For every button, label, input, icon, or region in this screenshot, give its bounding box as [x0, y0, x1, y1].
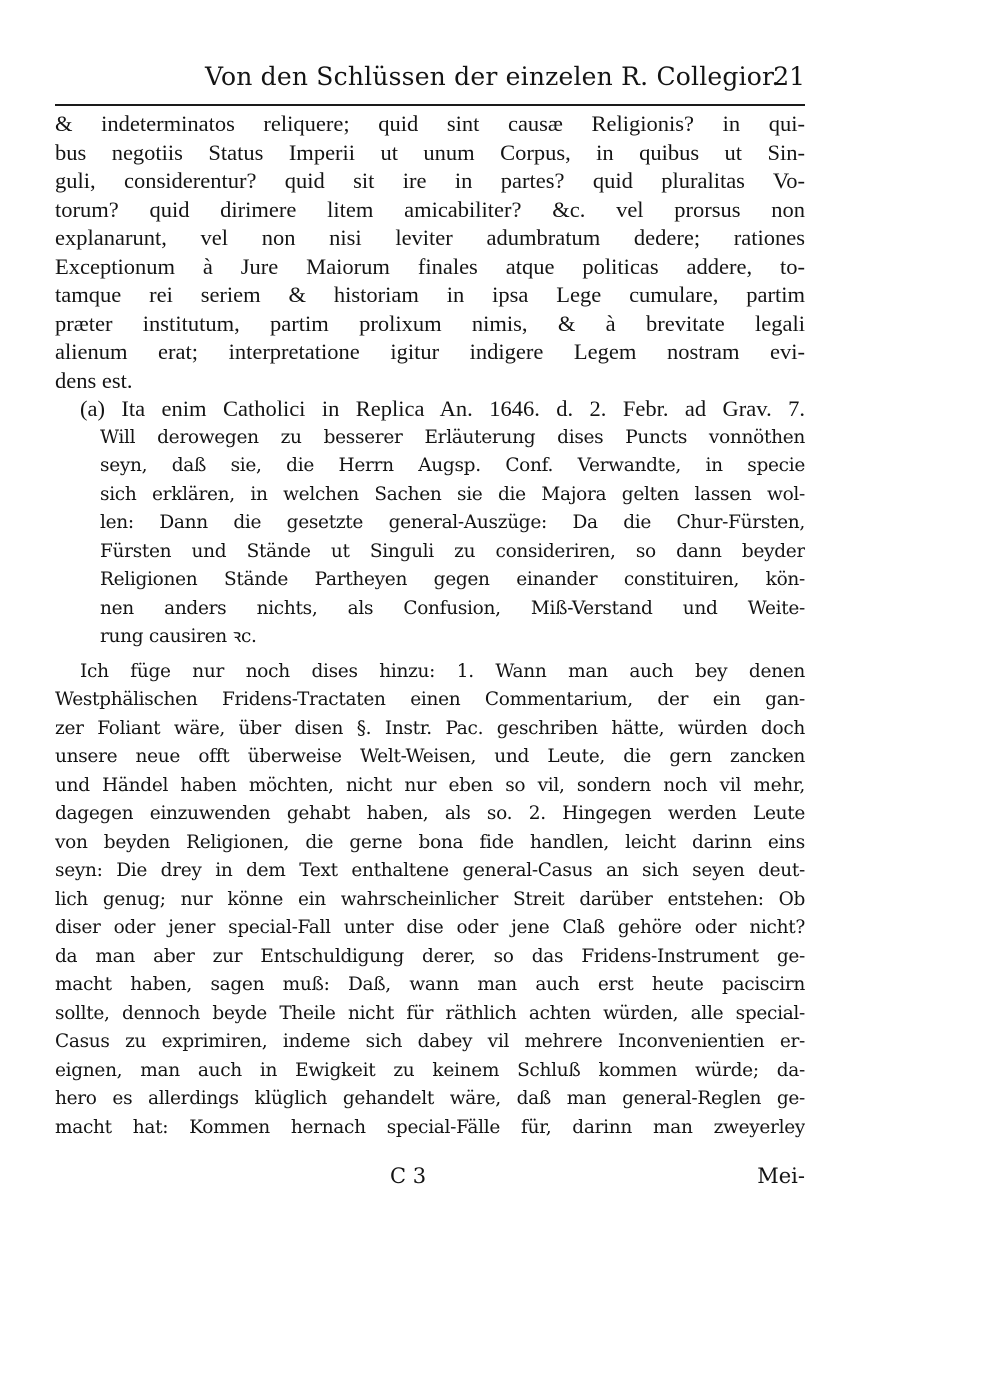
text-line: und Händel haben möchten, nicht nur eben so vil, sondern noch vil mehr,	[55, 774, 805, 796]
page-number: 21	[773, 62, 805, 91]
paragraph-german	[55, 658, 805, 1143]
text-line: bus negotiis Status Imperii ut unum Corpus, in quibus ut Sin-	[55, 139, 805, 165]
text-line: dagegen einzuwenden gehabt haben, als so. 2. Hingegen werden Leute	[55, 803, 805, 824]
text-line: & indeterminatos reliquere; quid sint causæ Religionis? in qui-	[55, 111, 805, 136]
text-line: explanarunt, vel non nisi leviter adumbratum dedere; rationes	[55, 225, 805, 250]
footnote	[55, 395, 805, 652]
text-line: seyn: Die drey in dem Text enthaltene general-Casus an sich seyen deut-	[55, 860, 805, 881]
text-line: dens est.	[55, 367, 133, 393]
text-line: torum? quid dirimere litem amicabiliter? &c. vel prorsus non	[55, 196, 805, 222]
text-line: zer Foliant wäre, über disen §. Instr. Pac. geschriben hätte, würden doch	[55, 717, 805, 739]
text-line: rung causiren ꝛc.	[100, 626, 257, 647]
page-footer	[55, 1164, 805, 1194]
text-line: Exceptionum à Jure Maiorum finales atque politicas addere, to-	[55, 253, 805, 279]
text-line: eignen, man auch in Ewigkeit zu keinem Schluß kommen würde; da-	[55, 1059, 805, 1081]
paragraph-latin	[55, 110, 805, 395]
text-line: Casus zu exprimiren, indeme sich dabey vil mehrere Inconvenientien er-	[55, 1031, 805, 1052]
text-line: macht hat: Kommen hernach special-Fälle für, darinn man zweyerley	[55, 1116, 805, 1138]
text-line: Will derowegen zu besserer Erläuterung dises Puncts vonnöthen	[100, 426, 805, 448]
text-line: guli, considerentur? quid sit ire in partes? quid pluralitas Vo-	[55, 168, 805, 193]
text-line: seyn, daß sie, die Herrn Augsp. Conf. Verwandte, in specie	[100, 455, 805, 476]
text-line: alienum erat; interpretatione igitur indigere Legem nostram evi-	[55, 339, 805, 364]
text-line: von beyden Religionen, die gerne bona fide handlen, leicht darinn eins	[55, 831, 805, 853]
text-line: Westphälischen Fridens-Tractaten einen Commentarium, der ein gan-	[55, 689, 805, 710]
text-line: sich erklären, in welchen Sachen sie die Majora gelten lassen wol-	[100, 483, 805, 505]
text-line: præter institutum, partim prolixum nimis, & à brevitate legali	[55, 310, 805, 336]
body-text	[55, 110, 805, 1142]
text-line: diser oder jener special-Fall unter dise oder jene Claß gehöre oder nicht?	[55, 917, 805, 938]
text-line: macht haben, sagen muß: Daß, wann man auch erst heute paciscirn	[55, 974, 805, 995]
text-line: Religionen Stände Partheyen gegen einander constituiren, kön-	[100, 569, 805, 590]
signature-mark: C 3	[390, 1164, 427, 1188]
text-line: sollte, dennoch beyde Theile nicht für räthlich achten würden, alle special-	[55, 1002, 805, 1024]
text-line: len: Dann die gesetzte general-Auszüge: Da die Chur-Fürsten,	[100, 512, 805, 533]
footnote-reference: (a) Ita enim Catholici in Replica An. 1646. d. 2. Febr. ad Grav. 7.	[80, 396, 805, 421]
text-line: hero es allerdings klüglich gehandelt wäre, daß man general-Reglen ge-	[55, 1088, 805, 1109]
catchword: Mei-	[757, 1164, 805, 1188]
text-line: unsere neue offt überweise Welt-Weisen, und Leute, die gern zancken	[55, 746, 805, 767]
text-line: Ich füge nur noch dises hinzu: 1. Wann man auch bey denen	[80, 660, 805, 682]
text-line: Fürsten und Stände ut Singuli zu consideriren, so dann beyder	[100, 540, 805, 562]
text-line: nen anders nichts, als Confusion, Miß-Verstand und Weite-	[100, 597, 805, 619]
text-line: lich genug; nur könne ein wahrscheinlicher Streit darüber entstehen: Ob	[55, 888, 805, 910]
text-line: tamque rei seriem & historiam in ipsa Lege cumulare, partim	[55, 282, 805, 307]
running-head	[55, 62, 805, 98]
text-line: da man aber zur Entschuldigung derer, so das Fridens-Instrument ge-	[55, 945, 805, 967]
running-title: Von den Schlüssen der einzelen R. Collegior.	[205, 62, 780, 91]
header-rule	[55, 104, 805, 106]
